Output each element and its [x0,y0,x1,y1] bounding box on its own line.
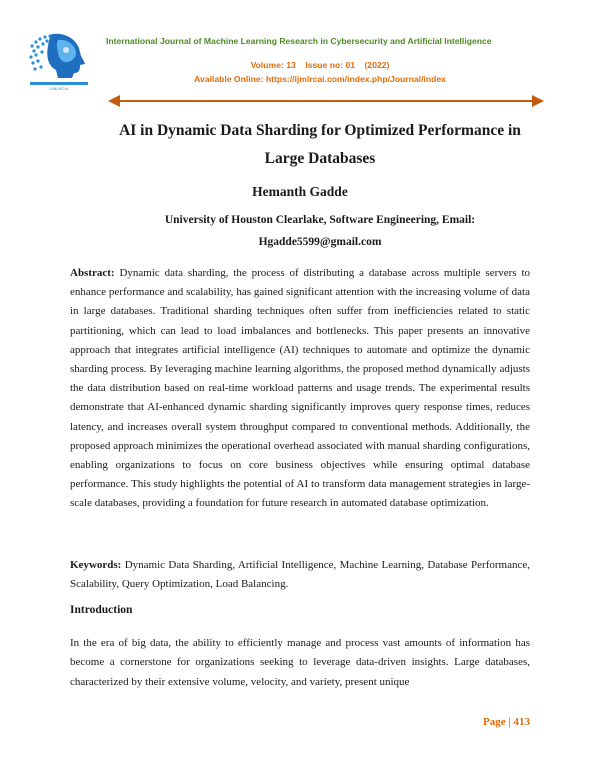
abstract-text: Dynamic data sharding, the process of distributing a database across multiple servers to enhance performance and scalability, has gained significant attention with the increasing volume of data in large databases. Traditional sharding techniques often suffer from inefficiencies related to static partitioning, which can lead to load imbalances and bottlenecks. This paper presents an innovative approach that integrates artificial intelligence (AI) techniques to automate and optimize the dynamic sharding process. By leveraging machine learning algorithms, the proposed method dynamically adjusts the data distribution based on real-time workload patterns and usage trends. The experimental results demonstrate that AI-enhanced dynamic sharding significantly improves query response times, reduces latency, and increases overall system throughput compared to conventional methods. Additionally, the proposed approach minimizes the operational overhead associated with manual sharding configurations, enabling organizations to focus on core business objectives while ensuring optimal database performance. This study highlights the potential of AI to transform data management strategies in large-scale databases, providing a foundation for future research in automated database optimization. [70,267,530,510]
abstract-label: Abstract: [70,267,115,279]
author-email[interactable]: Hgadde5599@gmail.com [258,236,382,248]
available-online[interactable]: Available Online: https://ijmlrcai.com/index.php/Journal/index [194,74,446,84]
keywords-text: Dynamic Data Sharding, Artificial Intelligence, Machine Learning, Database Performance, Scalability, Query Optimization, Load Balancing. [70,559,530,591]
keywords-label: Keywords: [70,559,122,571]
introduction-heading: Introduction [70,604,133,616]
introduction-paragraph: In the era of big data, the ability to efficiently manage and process vast amounts of information has become a cornerstone for organizations seeking to leverage data-driven insights. Large databases, characterized by their extensive volume, velocity, and variety, present unique [70,637,530,688]
svg-text:IJMLRCAI: IJMLRCAI [49,86,69,91]
header-divider-arrow [108,94,544,108]
volume-issue: Volume: 13 Issue no: 01 (2022) [250,60,390,70]
paper-title-line-1: AI in Dynamic Data Sharding for Optimized Performance in [119,122,521,139]
page-number: Page | 413 [482,716,530,728]
author-name: Hemanth Gadde [252,184,348,199]
keywords-paragraph [70,556,530,594]
abstract-paragraph [70,264,530,514]
affiliation-line-1: University of Houston Clearlake, Software Engineering, Email: [164,214,476,226]
paper-title-line-2: Large Databases [264,150,376,167]
journal-name: International Journal of Machine Learning Research in Cybersecurity and Artificial Intelligence [106,36,492,46]
